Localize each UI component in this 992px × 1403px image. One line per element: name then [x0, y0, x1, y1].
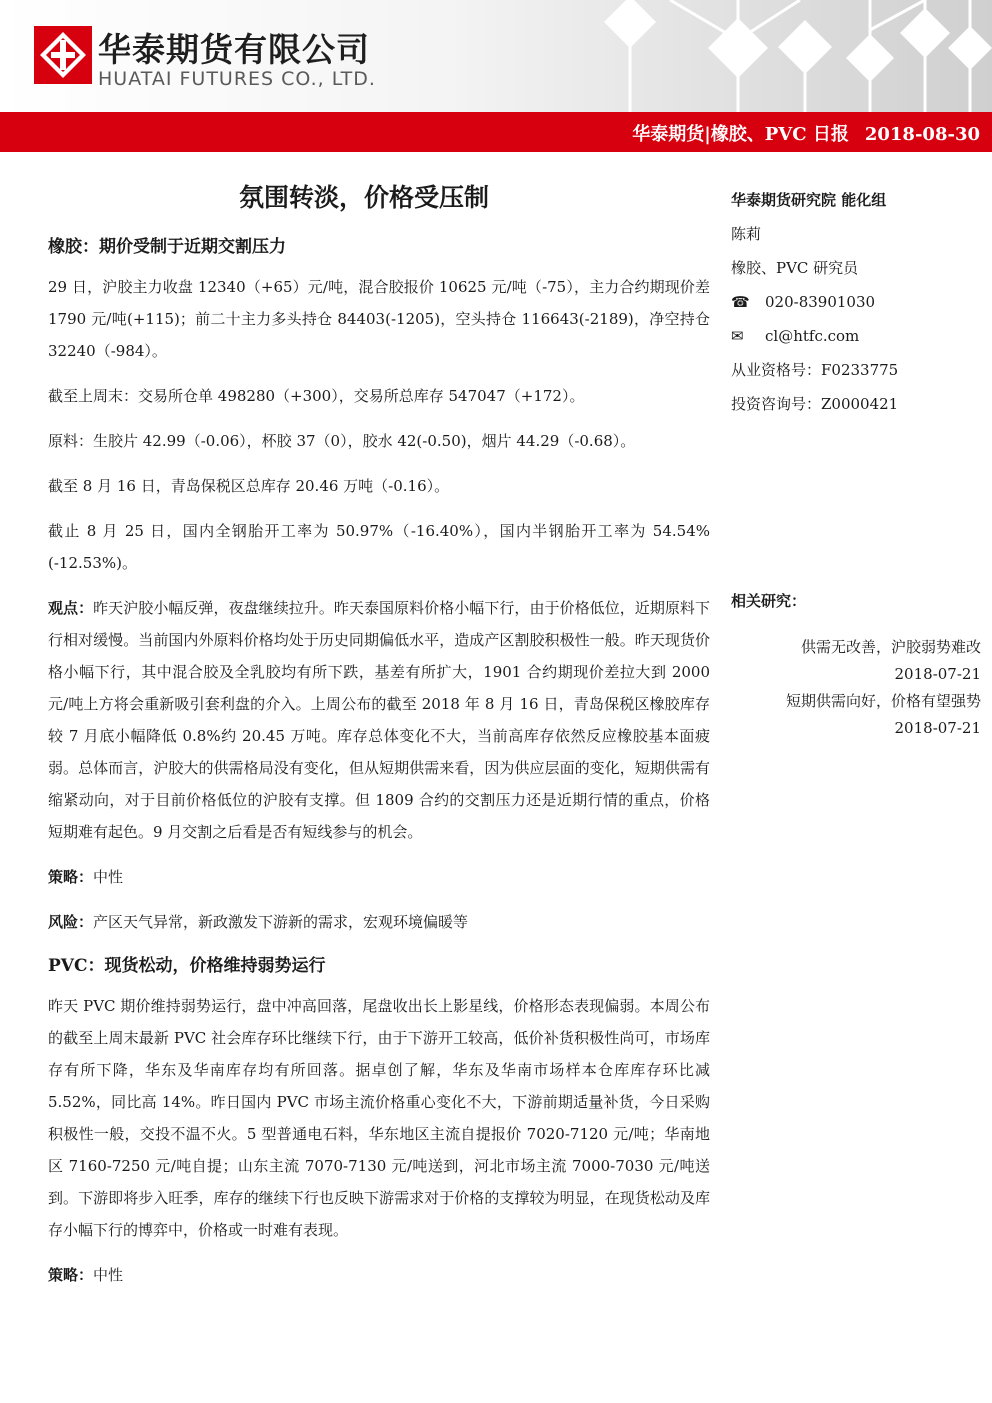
rubber-risk — [48, 906, 710, 938]
report-header — [0, 0, 992, 112]
decorative-graphic — [560, 0, 992, 112]
report-date: 2018-08-30 — [864, 124, 980, 145]
consult-number: 投资咨询号：Z0000421 — [731, 395, 899, 413]
view-label: 观点： — [48, 599, 94, 617]
rubber-para-2: 截至上周末：交易所仓单 498280（+300），交易所总库存 547047（+172）。 — [48, 387, 585, 405]
pvc-para-1: 昨天 PVC 期价维持弱势运行，盘中冲高回落，尾盘收出长上影星线，价格形态表现偏弱。本周公布的截至上周末最新 PVC 社会库存环比继续下行，由于下游开工较高，低价补货积极性尚可，市场库存有所下降，华东及华南库存均有所回落。据卓创了解，华东及华南市场样本仓库库存环比减 5.52%，同比高 14%。昨日国内 PVC 市场主流价格重心变化不大，下游前期适量补货，今日采购积极性一般，交投不温不火。5 型普通电石料，华东地区主流自提报价 7020-7120 元/吨；华南地区 7160-7250 元/吨自提；山东主流 7070-7130 元/吨送到，河北市场主流 7000-7030 元/吨送到。下游即将步入旺季，库存的继续下行也反映下游需求对于价格的支撑较为明显，在现货松动及库存小幅下行的博弈中，价格或一时难有表现。 — [48, 997, 710, 1239]
license-number: 从业资格号：F0233775 — [731, 361, 899, 379]
risk-text: 产区天气异常，新政激发下游新的需求，宏观环境偏暖等 — [93, 913, 469, 931]
analyst-name: 陈莉 — [731, 225, 762, 243]
sidebar — [731, 186, 981, 424]
pvc-strategy — [48, 1259, 710, 1291]
phone-number: 020-83901030 — [765, 293, 876, 311]
related-item-title[interactable]: 供需无改善，沪胶弱势难改 — [800, 638, 981, 656]
analyst-role: 橡胶、PVC 研究员 — [731, 259, 859, 277]
email-row — [731, 322, 981, 356]
related-item-date: 2018-07-21 — [894, 665, 981, 683]
email-address[interactable]: cl@htfc.com — [765, 327, 860, 345]
pvc-heading: PVC：现货松动，价格维持弱势运行 — [48, 956, 326, 976]
rubber-para-1: 29 日，沪胶主力收盘 12340（+65）元/吨，混合胶报价 10625 元/吨（-75），主力合约期现价差 1790 元/吨(+115)；前二十主力多头持仓 84403(-1205)，空头持仓 116643(-2189)，净空持仓 32240（-984）。 — [48, 278, 710, 360]
phone-icon: ☎ — [731, 293, 750, 311]
view-text: 昨天沪胶小幅反弹，夜盘继续拉升。昨天泰国原料价格小幅下行，由于价格低位，近期原料下行相对缓慢。当前国内外原料价格均处于历史同期偏低水平，造成产区割胶积极性一般。昨天现货价格小幅下行，其中混合胶及全乳胶均有所下跌，基差有所扩大，1901 合约期现价差拉大到 2000 元/吨上方将会重新吸引套利盘的介入。上周公布的截至 2018 年 8 月 16 日，青岛保税区橡胶库存较 7 月底小幅降低 0.8%约 20.45 万吨。库存总体变化不大，当前高库存依然反应橡胶基本面疲弱。总体而言，沪胶大的供需格局没有变化，但从短期供需来看，因为供应层面的变化，短期供需有缩紧动向，对于目前价格低位的沪胶有支撑。但 1809 合约的交割压力还是近期行情的重点，价格短期难有起色。9 月交割之后看是否有短线参与的机会。 — [48, 599, 710, 841]
company-logo-icon — [34, 26, 92, 84]
related-item-date: 2018-07-21 — [894, 719, 981, 737]
phone-row — [731, 288, 981, 322]
related-item-title[interactable]: 短期供需向好，价格有望强势 — [785, 692, 981, 710]
rubber-para-4: 截至 8 月 16 日，青岛保税区总库存 20.46 万吨（-0.16）。 — [48, 477, 450, 495]
rubber-strategy — [48, 861, 710, 893]
related-research-heading: 相关研究： — [731, 592, 807, 610]
main-content — [48, 170, 710, 1304]
pvc-strategy-label: 策略： — [48, 1266, 94, 1284]
company-name-cn: 华泰期货有限公司 — [98, 30, 370, 69]
rubber-heading: 橡胶：期价受制于近期交割压力 — [48, 237, 286, 257]
rubber-para-5: 截止 8 月 25 日，国内全钢胎开工率为 50.97%（-16.40%），国内半钢胎开工率为 54.54%(-12.53%)。 — [48, 522, 710, 572]
report-label: 华泰期货|橡胶、PVC 日报 — [632, 124, 849, 145]
strategy-label: 策略： — [48, 868, 94, 886]
rubber-view — [48, 592, 710, 848]
related-research-list — [731, 634, 981, 742]
company-name-en: HUATAI FUTURES CO., LTD. — [98, 68, 376, 90]
strategy-text: 中性 — [93, 868, 124, 886]
rubber-para-3: 原料：生胶片 42.99（-0.06），杯胶 37（0），胶水 42(-0.50)，烟片 44.29（-0.68）。 — [48, 432, 636, 450]
report-title-bar — [0, 112, 992, 152]
research-org: 华泰期货研究院 能化组 — [731, 191, 887, 209]
risk-label: 风险： — [48, 913, 94, 931]
page-title: 氛围转淡，价格受压制 — [238, 183, 489, 212]
email-icon: ✉ — [731, 327, 744, 345]
pvc-strategy-text: 中性 — [93, 1266, 124, 1284]
